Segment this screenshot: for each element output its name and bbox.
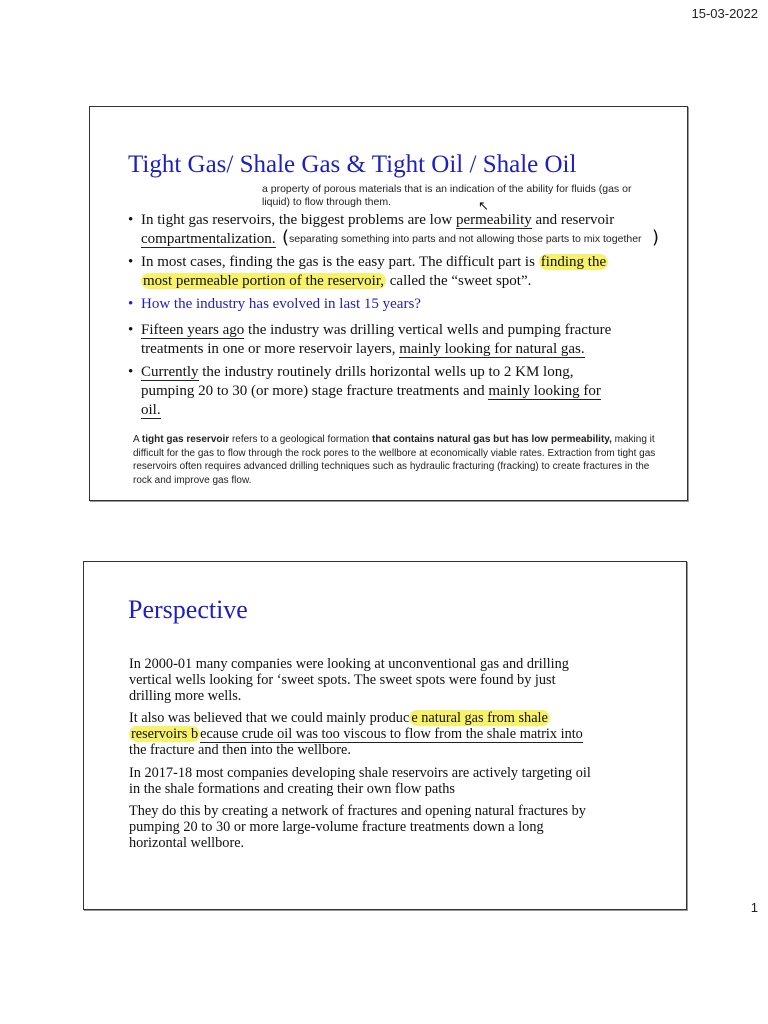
bullet-icon: •: [128, 254, 134, 270]
paragraph-line: drilling more wells.: [129, 688, 242, 704]
paragraph-2017-18: [129, 765, 649, 797]
paragraph-line: the fracture and then into the wellbore.: [129, 742, 351, 758]
tight-gas-definition-note: [133, 433, 663, 487]
paren-open-icon: (: [282, 227, 290, 248]
note-bold-text: that contains natural gas but has low permeability,: [372, 434, 612, 445]
note-text: making it difficult for the gas to flow through the rock pores to the wellbore at economically viable rates. Extraction from tight gas reservoirs often requires advanced drilling techniques such as hydraulic fracturing (fracking) to create fractures in the rock and improve gas flow.: [133, 434, 656, 486]
bullet-text: In most cases, finding the gas is the easy part. The difficult part is: [141, 254, 539, 270]
underlined-text: ecause crude oil was too viscous to flow from the shale matrix into: [200, 726, 583, 742]
paragraph-line: In 2000-01 many companies were looking at unconventional gas and drilling: [129, 656, 569, 672]
bullet-text: In tight gas reservoirs, the biggest problems are low: [141, 212, 456, 228]
slide-title: Perspective: [128, 595, 248, 624]
highlighted-text: most permeable portion of the reservoir,: [143, 273, 384, 289]
bullet-text: treatments in one or more reservoir layers,: [141, 341, 400, 357]
paragraph-line: vertical wells looking for ‘sweet spots. The sweet spots were found by just: [129, 672, 556, 688]
bullet-fifteen-years-ago: [128, 321, 638, 359]
bullet-text: called the “sweet spot”.: [386, 273, 532, 289]
paragraph-fracture-network: [129, 803, 649, 851]
compartmentalization-annotation: separating something into parts and not allowing those parts to mix together: [289, 233, 642, 245]
bullet-icon: •: [128, 364, 134, 380]
bullet-text: the industry was drilling vertical wells and pumping fracture: [244, 322, 612, 338]
paragraph-line: In 2017-18 most companies developing shale reservoirs are actively targeting oil: [129, 765, 591, 781]
bullet-text: pumping 20 to 30 (or more) stage fracture treatments and: [141, 383, 489, 399]
bullet-icon: •: [128, 212, 134, 228]
highlighted-text: reservoirs b: [131, 726, 199, 742]
compartmentalization-term: compartmentalization.: [141, 231, 276, 247]
underlined-text: Currently: [141, 364, 199, 380]
bullet-icon: •: [128, 322, 134, 338]
underlined-text: oil.: [141, 402, 161, 418]
bullet-text: the industry routinely drills horizontal wells up to 2 KM long,: [198, 364, 574, 380]
bullet-sweet-spot: [128, 253, 638, 291]
arrow-annotation-icon: ↖: [478, 199, 489, 214]
bullet-text: How the industry has evolved in last 15 years?: [141, 296, 421, 312]
page-number: 1: [750, 900, 758, 915]
paren-close-icon: ): [652, 227, 660, 248]
paragraph-line: pumping 20 to 30 or more large-volume fracture treatments down a long: [129, 819, 544, 835]
paragraph-line: They do this by creating a network of fractures and opening natural fractures by: [129, 803, 586, 819]
paragraph-line: horizontal wellbore.: [129, 835, 245, 851]
highlighted-text: finding the: [540, 254, 607, 270]
slide-title: Tight Gas/ Shale Gas & Tight Oil / Shale Oil: [128, 151, 577, 178]
paragraph-2000-01: [129, 656, 649, 704]
paragraph-line: in the shale formations and creating their own flow paths: [129, 781, 455, 797]
paragraph-line: It also was believed that we could mainly produc: [129, 710, 410, 726]
note-bold-text: tight gas reservoir: [141, 434, 230, 445]
bullet-currently: [128, 363, 638, 420]
underlined-text: mainly looking for natural gas.: [399, 341, 585, 357]
page-date: 15-03-2022: [691, 6, 758, 21]
bullet-icon: •: [128, 296, 134, 312]
underlined-text: mainly looking for: [488, 383, 601, 399]
permeability-term: permeability: [455, 212, 532, 228]
highlighted-text: e natural gas from shale: [411, 710, 548, 726]
slide-tight-gas: [89, 106, 688, 501]
paragraph-natural-gas-belief: [129, 710, 649, 758]
permeability-annotation: a property of porous materials that is an indication of the ability for fluids (gas or liquid) to flow through them.: [262, 183, 632, 208]
bullet-text: and reservoir: [531, 212, 615, 228]
slide-perspective: [83, 561, 687, 910]
bullet-industry-question: [128, 295, 638, 314]
note-text: refers to a geological formation: [229, 434, 373, 445]
underlined-text: Fifteen years ago: [141, 322, 245, 338]
note-text: A: [133, 434, 142, 445]
